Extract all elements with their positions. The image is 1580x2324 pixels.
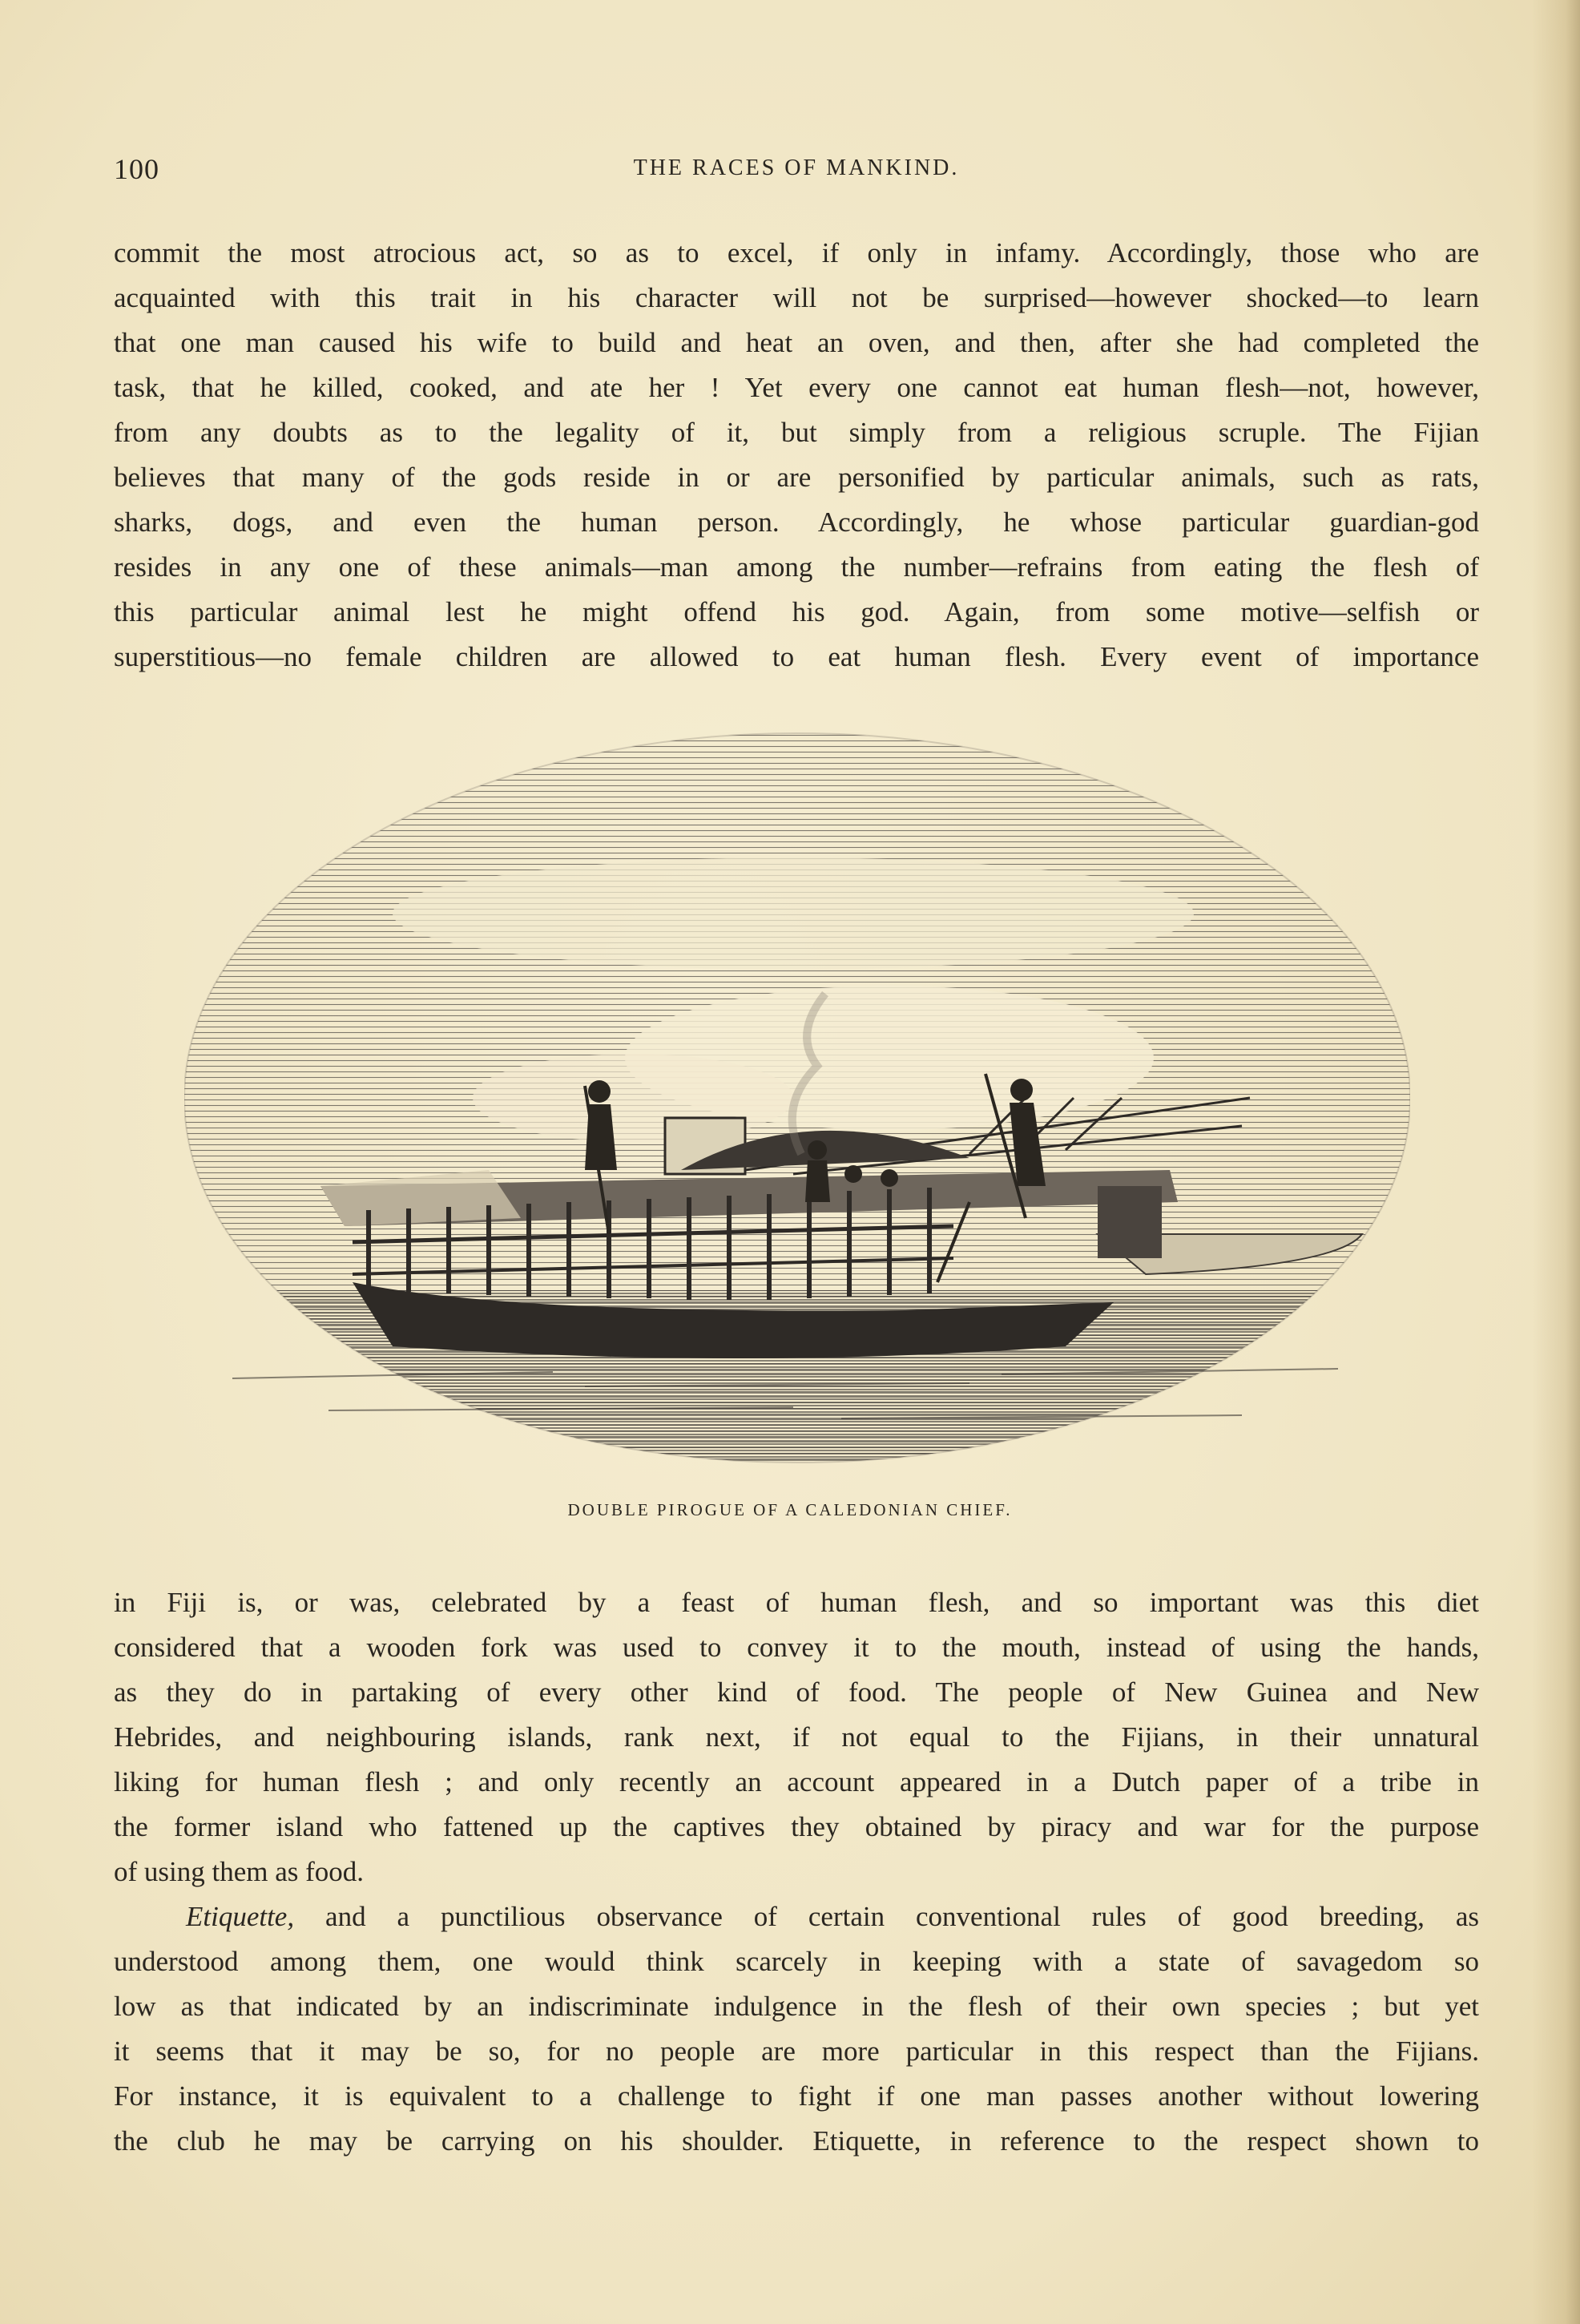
bottom-paragraphs [114, 1580, 1479, 2164]
text-line: understood among them, one would think scarcely in keeping with a state of savagedom so [114, 1946, 1479, 1977]
italic-lead-word: Etiquette, [186, 1901, 295, 1932]
text-line: For instance, it is equivalent to a challenge to fight if one man passes another without lowering [114, 2080, 1479, 2112]
paragraph-opening-line [114, 1894, 1479, 1939]
text-line: liking for human flesh ; and only recently an account appeared in a Dutch paper of a tribe in [114, 1766, 1479, 1797]
text-line-rest: and a punctilious observance of certain conventional rules of good breeding, as [294, 1901, 1479, 1932]
text-line: it seems that it may be so, for no people are more particular in this respect than the Fijians. [114, 2036, 1479, 2067]
running-title: THE RACES OF MANKIND. [633, 155, 960, 180]
text-line: low as that indicated by an indiscriminate indulgence in the flesh of their own species ; but yet [114, 1991, 1479, 2022]
engraving-illustration [184, 721, 1410, 1491]
text-line: of using them as food. [114, 1856, 365, 1887]
page-number: 100 [114, 153, 159, 185]
text-line: in Fiji is, or was, celebrated by a feast of human flesh, and so important was this diet [114, 1587, 1479, 1618]
text-line: the former island who fattened up the captives they obtained by piracy and war for the purpose [114, 1811, 1479, 1842]
text-line: superstitious—no female children are allowed to eat human flesh. Every event of importance [114, 641, 1479, 672]
text-line: sharks, dogs, and even the human person. Accordingly, he whose particular guardian-god [114, 506, 1479, 538]
text-line: commit the most atrocious act, so as to excel, if only in infamy. Accordingly, those who are [114, 237, 1479, 268]
text-line: resides in any one of these animals—man among the number—refrains from eating the flesh of [114, 551, 1479, 583]
text-line: from any doubts as to the legality of it, but simply from a religious scruple. The Fijian [114, 417, 1479, 448]
top-paragraph [114, 231, 1479, 680]
text-line: that one man caused his wife to build and heat an oven, and then, after she had completed the [114, 327, 1479, 358]
figure-caption: DOUBLE PIROGUE OF A CALEDONIAN CHIEF. [567, 1500, 1013, 1519]
text-line: the club he may be carrying on his shoulder. Etiquette, in reference to the respect shown to [114, 2125, 1479, 2157]
text-line: as they do in partaking of every other kind of food. The people of New Guinea and New [114, 1676, 1479, 1708]
text-line: this particular animal lest he might offend his god. Again, from some motive—selfish or [114, 596, 1479, 627]
text-line: believes that many of the gods reside in or are personified by particular animals, such as rats, [114, 462, 1479, 493]
text-line: acquainted with this trait in his character will not be surprised—however shocked—to learn [114, 282, 1479, 313]
page-edge-shadow [1532, 0, 1580, 2324]
page-header [114, 152, 1479, 192]
text-line: Hebrides, and neighbouring islands, rank next, if not equal to the Fijians, in their unnatural [114, 1721, 1479, 1753]
text-line: task, that he killed, cooked, and ate her ! Yet every one cannot eat human flesh—not, however, [114, 372, 1479, 403]
text-line: considered that a wooden fork was used to convey it to the mouth, instead of using the hands, [114, 1632, 1479, 1663]
